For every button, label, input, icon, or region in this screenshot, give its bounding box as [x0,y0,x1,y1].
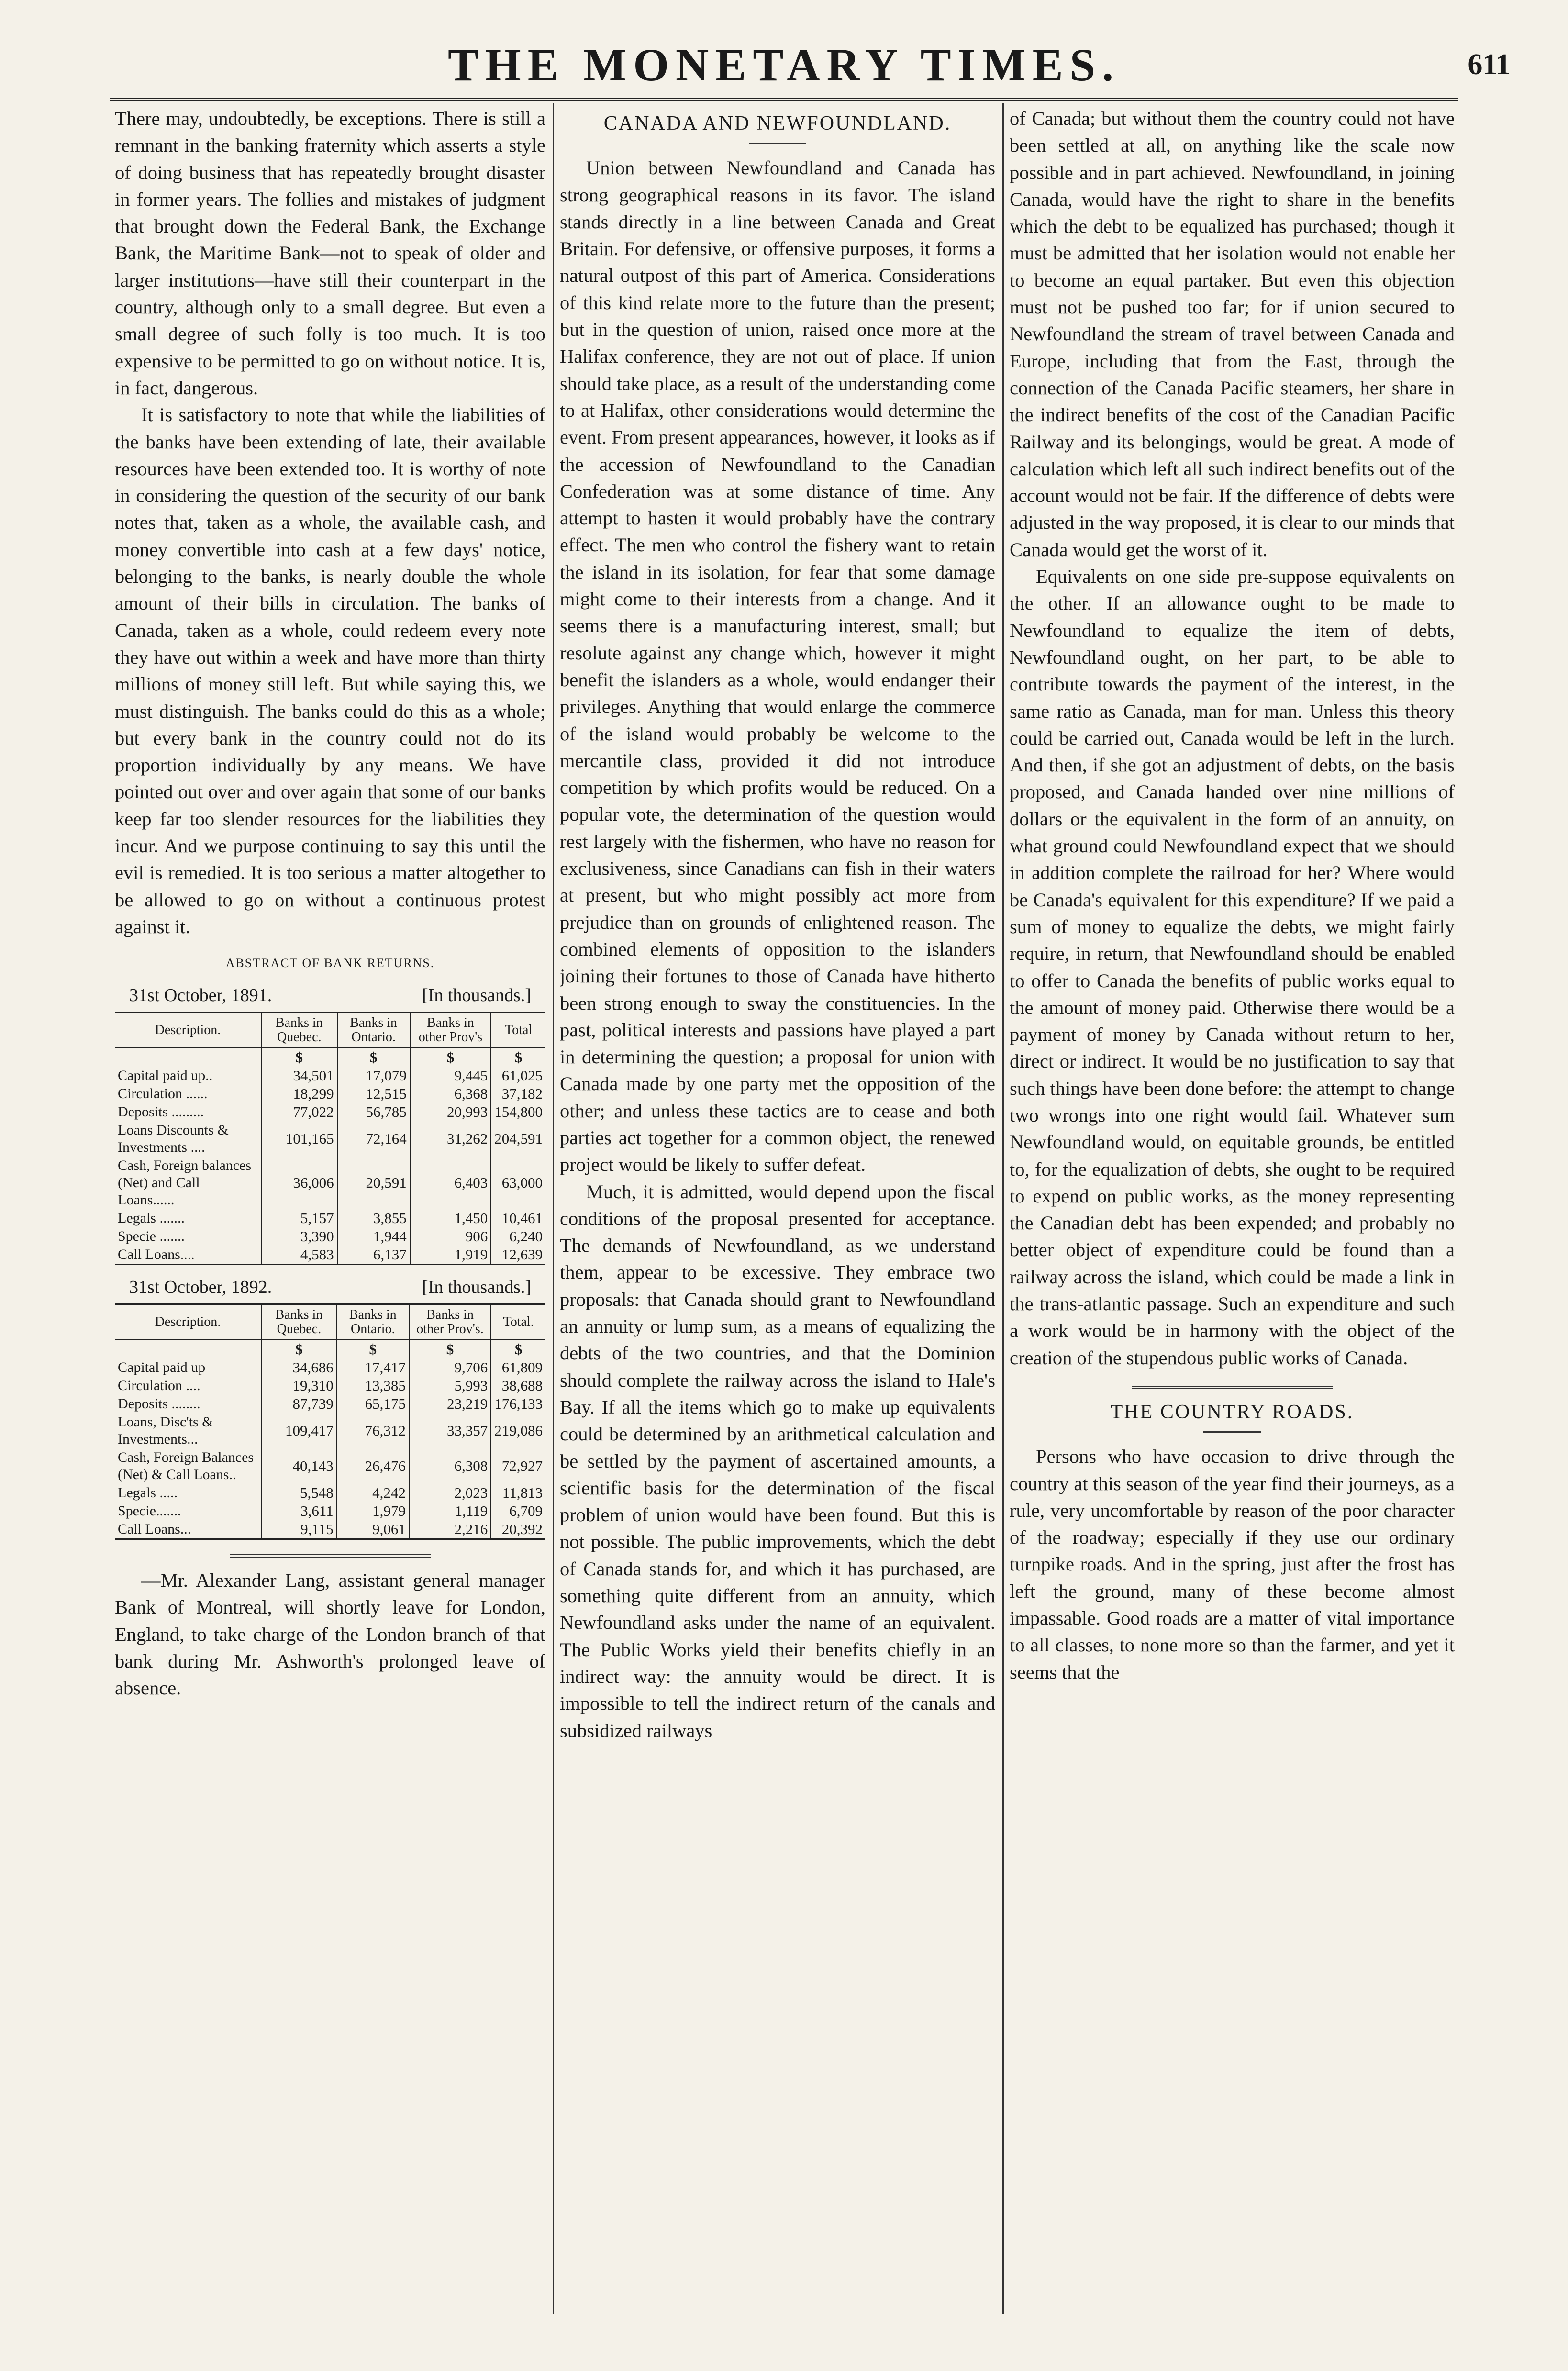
bank-returns-table-1891 [115,1012,545,1265]
table-cell: Cash, Foreign balances (Net) and Call Loans...... [118,1157,252,1208]
table-cell: 36,006 [261,1157,337,1209]
table-cell: 3,390 [261,1227,337,1246]
table-cell: 6,240 [491,1227,545,1246]
table-cell: 20,993 [410,1103,491,1121]
table-cell: $ [261,1340,337,1358]
table-cell: 37,182 [491,1085,545,1103]
table-cell: 65,175 [337,1395,409,1413]
table-cell: Cash, Foreign Balances (Net) & Call Loans.. [118,1449,254,1483]
masthead [0,19,1568,91]
table-row [115,1484,545,1502]
column-divider-2 [1002,103,1004,2314]
column-header: Total [491,1012,545,1048]
bank-returns-table-1892 [115,1303,545,1540]
table-cell: Call Loans.... [118,1246,195,1262]
column-2 [560,105,995,2311]
table-cell: 9,115 [261,1520,337,1539]
table-cell: 33,357 [409,1413,491,1448]
table-cell: 76,312 [337,1413,409,1448]
column-header: Total. [491,1304,545,1340]
table-cell: 18,299 [261,1085,337,1103]
table-cell: 1,450 [410,1209,491,1227]
page-number: 611 [1468,48,1511,81]
table-cell: 204,591 [491,1121,545,1157]
article-paragraph: Persons who have occasion to drive through the country at this season of the year find their journeys, as a rule, very uncomfortable by reason of the poor character of the roadway; especially if they use our ordinary turnpike roads. And in the spring, just after the frost has left the ground, many of these become almost impassable. Good roads are a matter of vital importance to all classes, to none more so than the farmer, and yet it seems that the [1010,1446,1455,1683]
table-header-row [115,1012,545,1048]
table-cell: 9,061 [337,1520,409,1539]
table-cell: 26,476 [337,1448,409,1484]
article-heading: THE COUNTRY ROADS. [1110,1401,1354,1423]
table-cell: 6,137 [337,1246,410,1265]
table-cell: 3,855 [337,1209,410,1227]
table-cell: 4,242 [337,1484,409,1502]
table-row [115,1395,545,1413]
table-cell: 10,461 [491,1209,545,1227]
table-cell: 6,403 [410,1157,491,1209]
table-cell: $ [491,1340,545,1358]
table-cell: 31,262 [410,1121,491,1157]
table-cell: Deposits ........ [118,1396,200,1412]
heading-rule [749,143,806,144]
table-cell: 17,079 [337,1067,410,1085]
table-cell: Loans Discounts & Investments .... [118,1122,229,1155]
unit-row [115,1340,545,1358]
column-divider-1 [553,103,554,2314]
table-row [115,1502,545,1520]
table-row [115,1085,545,1103]
table-cell: 72,927 [491,1448,545,1484]
column-header: Description. [115,1304,261,1340]
table-cell: Capital paid up.. [118,1067,213,1083]
column-header: Banks in Ontario. [337,1304,409,1340]
table-cell: 176,133 [491,1395,545,1413]
table-cell: 17,417 [337,1358,409,1377]
table-cell: 2,023 [409,1484,491,1502]
table-caption [129,982,531,1009]
column-header: Banks in Quebec. [261,1304,337,1340]
section-divider [1132,1386,1333,1389]
table-cell: $ [337,1340,409,1358]
table-cell: Loans, Disc'ts & Investments... [118,1414,213,1447]
table-cell: 9,445 [410,1067,491,1085]
table-cell: 13,385 [337,1377,409,1395]
table-cell: $ [409,1340,491,1358]
table-cell: 77,022 [261,1103,337,1121]
table-cell: 20,591 [337,1157,410,1209]
table-cell: 3,611 [261,1502,337,1520]
table-cell: 5,993 [409,1377,491,1395]
abstract-title: ABSTRACT OF BANK RETURNS. [225,956,435,970]
table-units: [In thousands.] [422,1277,531,1297]
table-cell: 2,216 [409,1520,491,1539]
table-cell: 1,979 [337,1502,409,1520]
table-cell: $ [337,1048,410,1067]
table-cell: 87,739 [261,1395,337,1413]
column-header: Banks in Quebec. [261,1012,337,1048]
article-paragraph: There may, undoubtedly, be exceptions. There is still a remnant in the banking fraternity which asserts a style of doing business that has repeatedly brought disaster in former years. The follies and mistakes of judgment that brought down the Federal Bank, the Exchange Bank, the Maritime Bank—not to speak of older and larger institutions—have still their counterpart in the country, although only to a small degree. But even a small degree of such folly is too much. It is too expensive to be permitted to go on without notice. It is, in fact, dangerous. [115,108,545,399]
table-row [115,1246,545,1265]
table-cell: 6,368 [410,1085,491,1103]
table-cell: 63,000 [491,1157,545,1209]
table-cell: $ [491,1048,545,1067]
column-header: Banks in other Prov's [410,1012,491,1048]
table-row [115,1358,545,1377]
table-cell: 61,025 [491,1067,545,1085]
article-paragraph: Union between Newfoundland and Canada has strong geographical reasons in its favor. The island stands directly in a line between Canada and Great Britain. For defensive, or offensive purposes, it forms a natural outpost of this part of America. Considerations of this kind relate more to the future than the present; but in the question of union, raised once more at the Halifax conference, they are not out of place. If union should take place, as a result of the understanding come to at Halifax, other considerations would determine the event. From present appearances, however, it looks as if the accession of Newfoundland to the Canadian Confederation was at some distance of time. Any attempt to hasten it would probably have the contrary effect. The men who control the fishery want to retain the island in its isolation, for fear that some damage might come to their interests from a change. And it seems there is a manufacturing interest, small; but resolute against any change which, however it might benefit the islanders as a whole, would endanger their privileges. Anything that would enlarge the commerce of the island would probably be welcome to the mercantile class, provided it did not introduce competition by which profits would be reduced. On a popular vote, the determination of the question would rest largely with the fishermen, who have no reason for exclusiveness, since Canadians can fish in their waters at present, but who might possibly act more from prejudice than on grounds of enlightened reason. The combined elements of opposition to the islanders joining their fortunes to those of Canada have hitherto been strong enough to sway the constituencies. In the past, political interests and passions have played a part in determining the question; a proposal for union with Canada made by one party met the opposition of the other; and unless these tactics are to cease and both parties act together for a common object, the renewed project would be likely to suffer defeat. [560,157,995,1176]
table-cell [115,1340,261,1358]
table-cell: 4,583 [261,1246,337,1265]
table-cell: 11,813 [491,1484,545,1502]
table-cell: 6,308 [409,1448,491,1484]
table-cell: 23,219 [409,1395,491,1413]
table-cell: 20,392 [491,1520,545,1539]
table-cell: 61,809 [491,1358,545,1377]
column-1 [115,105,545,2311]
table-cell: 101,165 [261,1121,337,1157]
unit-row [115,1048,545,1067]
table-row [115,1103,545,1121]
table-cell: 38,688 [491,1377,545,1395]
column-header: Banks in other Prov's. [409,1304,491,1340]
table-cell: 154,800 [491,1103,545,1121]
table-cell: 40,143 [261,1448,337,1484]
table-date: 31st October, 1891. [129,985,272,1005]
table-cell: Deposits ......... [118,1103,204,1120]
table-row [115,1413,545,1448]
article-heading: CANADA AND NEWFOUNDLAND. [603,112,952,134]
table-cell: Capital paid up [118,1359,206,1376]
table-cell: 19,310 [261,1377,337,1395]
column-3 [1010,105,1455,2311]
table-caption [129,1274,531,1301]
table-cell: 1,919 [410,1246,491,1265]
table-row [115,1227,545,1246]
table-cell: 1,119 [409,1502,491,1520]
column-header: Banks in Ontario. [337,1012,410,1048]
table-cell: 12,515 [337,1085,410,1103]
article-paragraph: of Canada; but without them the country could not have been settled at all, on anything like the scale now possible and in part achieved. Newfoundland, in joining Canada, would have the right to share in the benefits which the debt to be equalized has purchased; though it must be admitted that her isolation would not enable her to become an equal partaker. But even this objection must not be pushed too far; for if union secured to Newfoundland the stream of travel between Canada and Europe, including that from the East, through the connection of the Canada Pacific steamers, her share in the indirect benefits of the cost of the Canadian Pacific Railway and its belongings, would be great. A mode of calculation which left all such indirect benefits out of the account would not be fair. If the difference of debts were adjusted in the way proposed, it is clear to our minds that Canada would get the worst of it. [1010,108,1455,560]
table-cell: $ [410,1048,491,1067]
table-cell: Legals ....... [118,1210,185,1226]
table-row [115,1067,545,1085]
table-cell: 219,086 [491,1413,545,1448]
table-cell: Circulation ...... [118,1085,208,1102]
table-cell: Circulation .... [118,1378,200,1394]
table-row [115,1448,545,1484]
table-cell: Specie....... [118,1503,181,1519]
masthead-rule [110,98,1458,101]
table-cell: 9,706 [409,1358,491,1377]
table-cell: 109,417 [261,1413,337,1448]
section-divider [230,1554,431,1558]
table-row [115,1209,545,1227]
table-cell: 6,709 [491,1502,545,1520]
table-cell: $ [261,1048,337,1067]
table-cell: 5,548 [261,1484,337,1502]
table-cell: 1,944 [337,1227,410,1246]
table-header-row [115,1304,545,1340]
table-row [115,1157,545,1209]
newspaper-title: THE MONETARY TIMES. [447,39,1120,90]
article-paragraph: It is satisfactory to note that while the liabilities of the banks have been extending of late, their available resources have been extended too. It is worthy of note in considering the question of the security of our bank notes that, taken as a whole, the available cash, and money convertible into cash at a few days' notice, belonging to the banks, is nearly double the whole amount of their bills in circulation. The banks of Canada, taken as a whole, could redeem every note they have out within a week and have more than thirty millions of money still left. But while saying this, we must distinguish. The banks could do this as a whole; but every bank in the country could not do its proportion individually by any means. We have pointed out over and over again that some of our banks keep far too slender resources for the liabilities they incur. And we purpose continuing to say this until the evil is remedied. It is too serious a matter altogether to be allowed to go on without a continuous protest against it. [115,404,545,937]
table-cell [115,1048,261,1067]
table-cell: Legals ..... [118,1485,178,1501]
table-row [115,1520,545,1539]
article-paragraph: Much, it is admitted, would depend upon the fiscal conditions of the proposal presented for acceptance. The demands of Newfoundland, as we understand them, appear to be excessive. They embrace two proposals: that Canada should grant to Newfoundland an annuity or lump sum, as a means of equalizing the debts of the two countries, and that the Dominion should complete the railway across the island to Hale's Bay. If all the items which go to make up equivalents could be determined by an arithmetical calculation and be settled by the payment of ascertained amounts, a scientific basis for the determination of the fiscal problem of union would have been found. But this is not possible. The public improvements, which the debt of Canada stands for, and which it has purchased, are something quite different from an annuity, which Newfoundland asks under the name of an equivalent. The Public Works yield their benefits chiefly in an indirect way: the annuity would be direct. It is impossible to tell the indirect return of the canals and subsidized railways [560,1180,995,1741]
column-header: Description. [115,1012,261,1048]
table-cell: Specie ....... [118,1228,185,1244]
table-units: [In thousands.] [422,985,531,1005]
table-date: 31st October, 1892. [129,1277,272,1297]
table-cell: 72,164 [337,1121,410,1157]
heading-rule [1203,1431,1261,1433]
table-cell: Call Loans... [118,1521,191,1537]
table-cell: 34,686 [261,1358,337,1377]
table-cell: 5,157 [261,1209,337,1227]
table-cell: 34,501 [261,1067,337,1085]
table-cell: 906 [410,1227,491,1246]
table-cell: 56,785 [337,1103,410,1121]
article-paragraph: Equivalents on one side pre-suppose equivalents on the other. If an allowance ought to be made to Newfoundland to equalize the item of debts, Newfoundland ought, on her part, to be able to contribute towards the payment of the interest, in the same ratio as Canada, man for man. Unless this theory could be carried out, Canada would be left in the lurch. And then, if she got an adjustment of debts, on the basis proposed, and Canada handed over nine millions of dollars or the equivalent in the form of an annuity, on what ground could Newfoundland expect that we should in addition complete the railroad for her? Where would be Canada's equivalent for this expenditure? If we paid a sum of money to equalize the debts, we might fairly require, in return, that Newfoundland should be enabled to offer to Canada the benefits of public works equal to the amount of money paid. Otherwise there would be a payment of money by Canada without return to her, direct or indirect. It would be no justification to say that such things have been done before: the attempt to change two wrongs into one right would fail. Whatever sum Newfoundland would, on equitable grounds, be entitled to, for the equalization of debts, she ought to be required to expend on public works, as the money representing the Canadian debt has been expended; and probably no better object of expenditure could be found than a railway across the island, which could be made a link in the trans-atlantic passage. Such an expenditure and such a work would be in harmony with the object of the creation of the stupendous public works of Canada. [1010,566,1455,1369]
table-cell: 12,639 [491,1246,545,1265]
news-note: —Mr. Alexander Lang, assistant general manager Bank of Montreal, will shortly leave for London, England, to take charge of the London branch of that bank during Mr. Ashworth's prolonged leave of absence. [115,1570,545,1699]
table-row [115,1121,545,1157]
table-row [115,1377,545,1395]
